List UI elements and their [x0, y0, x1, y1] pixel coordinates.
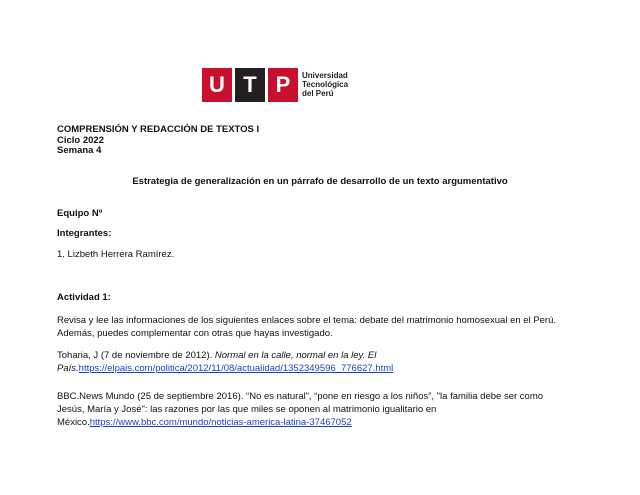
- activity-instructions: Revisa y lee las informaciones de los siguientes enlaces sobre el tema: debate del matrimonio homosexual en el Perú. Además, puedes complementar con otras que hayas investigado.: [57, 315, 557, 339]
- document-title: Estrategia de generalización en un párrafo de desarrollo de un texto argumentativo: [132, 176, 508, 187]
- week: Semana 4: [57, 145, 102, 156]
- reference-1-title: Normal en la calle, normal en la ley. El País.: [57, 350, 377, 374]
- logo-letter-u: U: [202, 68, 232, 102]
- reference-1-link[interactable]: https://elpais.com/politica/2012/11/08/actualidad/1352349596_776627.html: [78, 363, 394, 374]
- reference-1-author: Toharia, J (7 de noviembre de 2012).: [57, 350, 215, 361]
- members-label: Integrantes:: [57, 228, 112, 239]
- reference-1: [57, 349, 572, 375]
- cycle: Ciclo 2022: [57, 134, 104, 146]
- reference-2-link[interactable]: https://www.bbc.com/mundo/noticias-america-latina-37467052: [89, 417, 352, 428]
- member-item: 1. Lizbeth Herrera Ramírez.: [57, 249, 175, 260]
- activity-label: Actividad 1:: [57, 292, 111, 303]
- logo-university-name: Universidad Tecnológica del Perú: [302, 71, 349, 98]
- logo-letter-p: P: [268, 68, 298, 102]
- team-label: Equipo Nº: [57, 208, 103, 219]
- utp-logo: [202, 68, 352, 102]
- reference-2: [57, 390, 572, 429]
- course-name: COMPRENSIÓN Y REDACCIÓN DE TEXTOS I: [57, 124, 260, 135]
- reference-2-body: “No es natural”, “pone en riesgo a los niños”, "la familia debe ser como Jesús, María y José": las razones por las que miles se oponen al matrimonio igualitario en México.: [57, 391, 544, 428]
- document-header: [57, 125, 259, 157]
- logo-letter-t: T: [235, 68, 265, 102]
- reference-2-author: BBC.News Mundo (25 de septiembre 2016).: [57, 391, 247, 402]
